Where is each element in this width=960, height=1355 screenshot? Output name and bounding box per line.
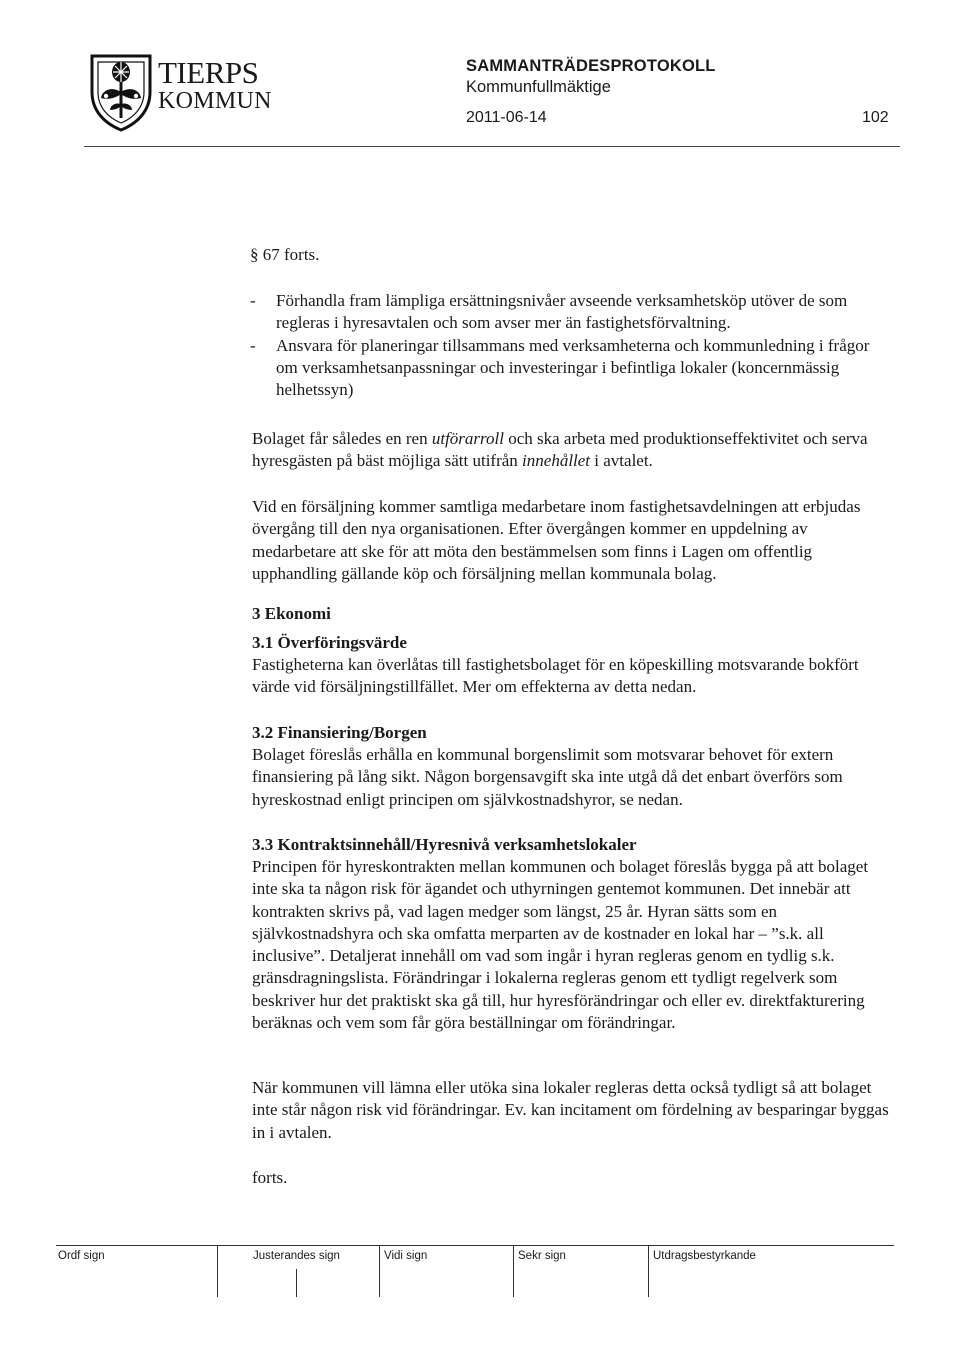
signature-divider <box>217 1245 218 1297</box>
heading-economy: 3 Ekonomi <box>252 604 331 623</box>
section-reference: § 67 forts. <box>250 245 320 264</box>
bullet-list <box>250 290 890 401</box>
bullet-text: Ansvara för planeringar tillsammans med verksamheterna och kommunledning i frågor om verksamhetsanpassningar och investeringar i befintliga lokaler (koncernmässig helhetssyn) <box>276 335 870 400</box>
signature-divider <box>648 1245 649 1297</box>
signature-ordf: Ordf sign <box>58 1250 105 1262</box>
page-number: 102 <box>862 109 889 126</box>
text-run: Bolaget får således en ren <box>252 429 432 448</box>
signature-divider <box>513 1245 514 1297</box>
paragraph-sale: Vid en försäljning kommer samtliga medarbetare inom fastighetsavdelningen att erbjudas övergång till den nya organisationen. Efter övergången kommer en uppdelning av medarbetare att ske för att möta den bestämmelsen som finns i Lagen om offentlig upphandling gällande köp och försäljning mellan kommunala bolag. <box>252 497 861 583</box>
bullet-text: Förhandla fram lämpliga ersättningsnivåer avseende verksamhetsköp utöver de som regleras i hyresavtalen och som avser mer än fastighetsförvaltning. <box>276 291 848 333</box>
signature-vidi: Vidi sign <box>384 1250 428 1262</box>
paragraph-financing: Bolaget föreslås erhålla en kommunal borgenslimit som motsvarar behovet för extern finansiering på lång sikt. Någon borgensavgift ska inte utgå då det enbart överförs som hyreskostnad enligt principen om självkostnadshyror, se nedan. <box>252 745 843 809</box>
text-run: och ska arbeta med produktionseffektivitet och serva hyresgästen på bäst möjliga sätt utifrån <box>252 429 868 471</box>
bullet-item: - Ansvara för planeringar tillsammans med verksamheterna och kommunledning i frågor om verksamhetsanpassningar och investeringar i befintliga lokaler (koncernmässig helhetssyn) <box>250 335 870 400</box>
municipality-name: TIERPS <box>158 55 259 90</box>
header-divider <box>84 146 900 147</box>
signature-justerandes: Justerandes sign <box>253 1250 340 1262</box>
signature-utdragsbestyrkande: Utdragsbestyrkande <box>653 1250 756 1262</box>
paragraph-transfer-value: Fastigheterna kan överlåtas till fastighetsbolaget för en köpeskilling motsvarande bokfört värde vid försäljningstillfället. Mer om effekterna av detta nedan. <box>252 655 859 697</box>
signature-divider <box>296 1269 297 1297</box>
signature-top-rule <box>56 1245 894 1246</box>
paragraph-premises: När kommunen vill lämna eller utöka sina lokaler regleras detta också tydligt så att bolaget inte står någon risk vid förändringar. Ev. kan incitament om fördelning av besparingar byggas in i avtalen. <box>252 1078 889 1142</box>
document-title: SAMMANTRÄDESPROTOKOLL <box>466 57 716 75</box>
signature-table <box>56 1245 896 1305</box>
meeting-date: 2011-06-14 <box>466 109 547 126</box>
paragraph-role <box>252 428 892 473</box>
body-name: Kommunfullmäktige <box>466 78 611 96</box>
heading-transfer-value: 3.1 Överföringsvärde <box>252 633 407 652</box>
emphasis-text: utförarroll <box>431 429 504 448</box>
signature-sekr: Sekr sign <box>518 1250 566 1262</box>
text-run: i avtalet. <box>590 451 653 471</box>
bullet-item: - Förhandla fram lämpliga ersättningsnivåer avseende verksamhetsköp utöver de som regleras i hyresavtalen och som avser mer än fastighetsförvaltning. <box>250 291 848 333</box>
coat-of-arms-icon <box>88 52 154 132</box>
municipality-subtitle: KOMMUN <box>158 88 272 114</box>
signature-divider <box>379 1245 380 1297</box>
paragraph-contract-content: Principen för hyreskontrakten mellan kommunen och bolaget föreslås bygga på att bolaget inte ska ta någon risk för ägandet och uthyrningen gentemot kommunen. Det innebär att kontrakten skrivs på, vad lagen medger som längst, 25 år. Hyran sätts som en självkostnadshyra och ska omfatta merparten av de kostnader en lokal har – ”s.k. all inclusive”. Detaljerat innehåll om vad som ingår i hyran regleras genom en tydlig s.k. gränsdragningslista. Förändringar i lokalerna regleras genom ett tydligt regelverk som beskriver hur det praktiskt ska gå till, hur hyresförändringar och eller ev. direktfakturering beräknas och vem som får göra beställningar om förändringar. <box>252 857 869 1033</box>
continued-note: forts. <box>252 1168 288 1187</box>
heading-financing: 3.2 Finansiering/Borgen <box>252 723 427 742</box>
heading-contract-content: 3.3 Kontraktsinnehåll/Hyresnivå verksamhetslokaler <box>252 835 637 854</box>
emphasis-text: innehållet <box>522 451 591 471</box>
